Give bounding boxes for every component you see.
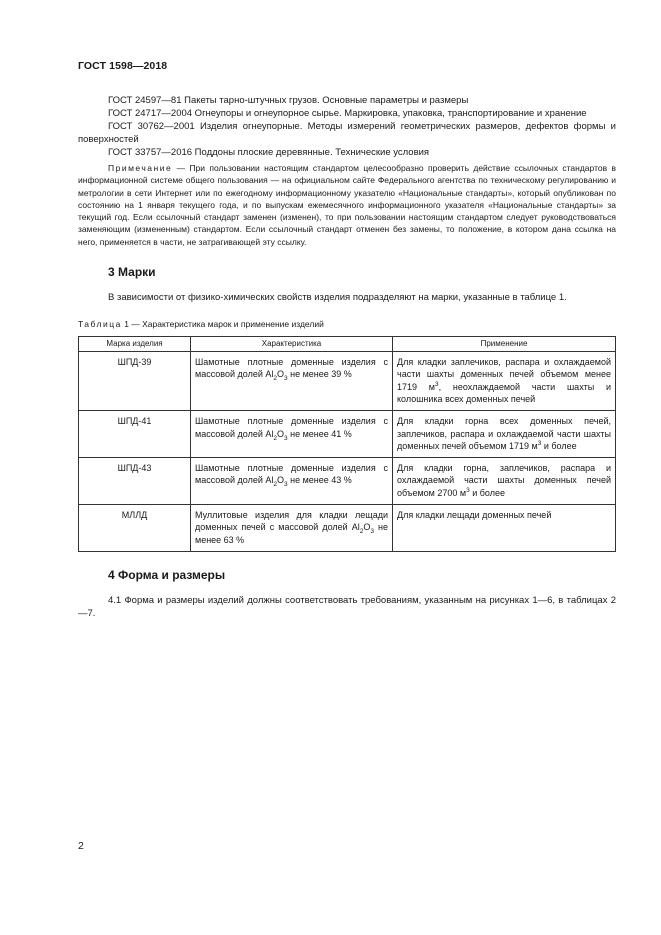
- marks-table: [78, 336, 616, 552]
- table-row: [79, 411, 616, 458]
- note-text: — При пользовании настоящим стандартом целесообразно проверить действие ссылочных стандартов в информационной системе общего пользования — на официальном сайте Федерального агентства по техническому регулированию и метрологии в сети Интернет или по ежегодному информационному указателю «Национальные стандарты», который опубликован по состоянию на 1 января текущего года, и по выпускам ежемесячного информационного указателя «Национальные стандарты» за текущий год. Если ссылочный стандарт заменен (изменен), то при пользовании настоящим стандартом следует руководствоваться заменяющим (измененным) стандартом. Если ссылочный стандарт отменен без замены, то положение, в котором дана ссылка на него, применяется в части, не затрагивающей эту ссылку.: [78, 163, 616, 247]
- reference-item: ГОСТ 33757—2016 Поддоны плоские деревянные. Технические условия: [108, 147, 430, 158]
- cell-application: Для кладки горна, заплечиков, распара и охлаждаемой части шахты доменных печей объемом 2700 $м^3$ и более: [393, 458, 616, 505]
- col-header-mark: Марка изделия: [79, 337, 191, 352]
- cell-mark: ШПД-43: [79, 458, 191, 505]
- section-3-paragraph: В зависимости от физико-химических свойств изделия подразделяют на марки, указанные в таблице 1.: [108, 292, 567, 304]
- table-row: [79, 352, 616, 411]
- cell-characteristic: Шамотные плотные доменные изделия с массовой долей $Al_2O_3$ не менее 39 %: [191, 352, 393, 411]
- cell-characteristic: Муллитовые изделия для кладки лещади доменных печей с массовой долей $Al_2O_3$ не менее 63 %: [191, 505, 393, 552]
- section-3-title: 3 Марки: [108, 265, 156, 280]
- table-caption-text: 1 — Характеристика марок и применение изделий: [121, 319, 324, 330]
- cell-application: Для кладки горна всех доменных печей, заплечиков, распара и охлаждаемой части шахты доменных печей объемом 1719 $м^3$ и более: [393, 411, 616, 458]
- standards-note: [78, 162, 616, 248]
- table-caption-label: Таблица: [78, 319, 122, 330]
- cell-application: Для кладки заплечиков, распара и охлаждаемой части шахты доменных печей объемом менее 1719 $м^3$, неохлаждаемой части шахты и колошника всех доменных печей: [393, 352, 616, 411]
- table-header-row: [79, 337, 616, 352]
- cell-characteristic: Шамотные плотные доменные изделия с массовой долей $Al_2O_3$ не менее 43 %: [191, 458, 393, 505]
- note-label: Примечание: [108, 163, 173, 173]
- document-code-header: ГОСТ 1598—2018: [78, 60, 168, 72]
- cell-mark: МЛЛД: [79, 505, 191, 552]
- reference-item: ГОСТ 24717—2004 Огнеупоры и огнеупорное сырье. Маркировка, упаковка, транспортирование и хранение: [108, 108, 587, 119]
- table-row: [79, 505, 616, 552]
- page-number: 2: [78, 840, 84, 852]
- page-content: [78, 94, 616, 620]
- section-4-title: 4 Форма и размеры: [108, 567, 226, 582]
- table-row: [79, 458, 616, 505]
- table-1-caption: [78, 318, 616, 331]
- cell-mark: ШПД-41: [79, 411, 191, 458]
- col-header-characteristic: Характеристика: [191, 337, 393, 352]
- col-header-application: Применение: [393, 337, 616, 352]
- cell-application: Для кладки лещади доменных печей: [393, 505, 616, 552]
- cell-characteristic: Шамотные плотные доменные изделия с массовой долей $Al_2O_3$ не менее 41 %: [191, 411, 393, 458]
- reference-item: ГОСТ 30762—2001 Изделия огнеупорные. Методы измерений геометрических размеров, дефектов формы и поверхностей: [78, 121, 616, 145]
- reference-item: ГОСТ 24597—81 Пакеты тарно-штучных грузов. Основные параметры и размеры: [108, 95, 469, 106]
- cell-mark: ШПД-39: [79, 352, 191, 411]
- section-4-paragraph: 4.1 Форма и размеры изделий должны соответствовать требованиям, указанным на рисунках 1—6, в таблицах 2—7.: [78, 594, 616, 619]
